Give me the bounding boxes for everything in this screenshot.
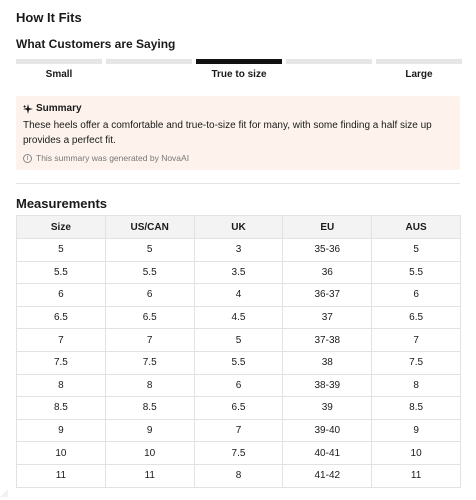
table-cell: 6.5 [105, 306, 194, 329]
fit-segment [286, 59, 372, 64]
measurements-title: Measurements [16, 196, 108, 211]
table-cell: 7 [372, 329, 461, 352]
table-cell: 37 [283, 306, 372, 329]
size-table-wrapper [16, 215, 461, 488]
table-cell: 5 [372, 239, 461, 262]
table-cell: 36-37 [283, 284, 372, 307]
fit-scale-labels [16, 69, 462, 80]
table-cell: 6.5 [17, 306, 106, 329]
table-cell: 37-38 [283, 329, 372, 352]
table-cell: 5 [194, 329, 283, 352]
size-table-body [17, 239, 461, 488]
table-cell: 7.5 [105, 351, 194, 374]
table-cell: 11 [17, 464, 106, 487]
table-cell: 8 [17, 374, 106, 397]
table-row [17, 442, 461, 465]
table-cell: 39 [283, 397, 372, 420]
column-header: AUS [372, 216, 461, 239]
table-row [17, 239, 461, 262]
table-cell: 8 [372, 374, 461, 397]
column-header: UK [194, 216, 283, 239]
table-cell: 4 [194, 284, 283, 307]
table-cell: 6 [105, 284, 194, 307]
table-cell: 9 [372, 419, 461, 442]
summary-box [16, 96, 460, 170]
table-cell: 10 [105, 442, 194, 465]
table-cell: 11 [105, 464, 194, 487]
corner-mark [0, 489, 8, 497]
table-cell: 5.5 [372, 261, 461, 284]
table-cell: 7 [17, 329, 106, 352]
table-cell: 3.5 [194, 261, 283, 284]
table-cell: 39-40 [283, 419, 372, 442]
summary-text: These heels offer a comfortable and true-to-size fit for many, with some finding a half size up provides a perfect fit. [23, 120, 432, 146]
table-cell: 8.5 [105, 397, 194, 420]
table-row [17, 397, 461, 420]
info-icon[interactable]: i [23, 154, 32, 163]
size-table [16, 215, 461, 488]
table-cell: 41-42 [283, 464, 372, 487]
table-row [17, 306, 461, 329]
table-cell: 11 [372, 464, 461, 487]
table-cell: 4.5 [194, 306, 283, 329]
table-cell: 7 [194, 419, 283, 442]
table-cell: 7.5 [372, 351, 461, 374]
column-header: EU [283, 216, 372, 239]
table-cell: 35-36 [283, 239, 372, 262]
table-cell: 8 [194, 464, 283, 487]
fit-label-large: Large [405, 69, 433, 80]
table-cell: 9 [17, 419, 106, 442]
fit-segment-active [196, 59, 282, 64]
table-row [17, 329, 461, 352]
table-cell: 7.5 [17, 351, 106, 374]
fit-label-true-to-size: True to size [211, 69, 267, 80]
table-cell: 5 [17, 239, 106, 262]
table-row [17, 374, 461, 397]
table-row [17, 284, 461, 307]
table-cell: 8 [105, 374, 194, 397]
column-header: US/CAN [105, 216, 194, 239]
table-cell: 7 [105, 329, 194, 352]
table-cell: 5.5 [17, 261, 106, 284]
page-title: How It Fits [16, 10, 82, 25]
table-cell: 3 [194, 239, 283, 262]
table-cell: 38-39 [283, 374, 372, 397]
table-cell: 8.5 [17, 397, 106, 420]
table-row [17, 261, 461, 284]
table-cell: 6 [194, 374, 283, 397]
table-row [17, 419, 461, 442]
table-cell: 40-41 [283, 442, 372, 465]
table-cell: 5.5 [194, 351, 283, 374]
summary-note [23, 153, 453, 163]
table-row [17, 351, 461, 374]
fit-segment [16, 59, 102, 64]
fit-heading: What Customers are Saying [16, 37, 176, 51]
divider [16, 183, 460, 184]
column-header: Size [17, 216, 106, 239]
table-cell: 38 [283, 351, 372, 374]
table-cell: 7.5 [194, 442, 283, 465]
table-cell: 8.5 [372, 397, 461, 420]
table-header-row [17, 216, 461, 239]
fit-label-small: Small [45, 69, 73, 80]
table-cell: 36 [283, 261, 372, 284]
table-cell: 10 [372, 442, 461, 465]
table-cell: 6 [372, 284, 461, 307]
fit-segment [376, 59, 462, 64]
table-cell: 6.5 [194, 397, 283, 420]
fit-scale-bar [16, 59, 462, 64]
table-cell: 6.5 [372, 306, 461, 329]
table-cell: 6 [17, 284, 106, 307]
table-cell: 5 [105, 239, 194, 262]
table-cell: 10 [17, 442, 106, 465]
summary-title: Summary [36, 103, 82, 114]
table-cell: 9 [105, 419, 194, 442]
summary-header [23, 103, 453, 114]
summary-note-text: This summary was generated by NovaAI [36, 153, 190, 163]
table-row [17, 464, 461, 487]
sparkle-icon [23, 104, 33, 114]
fit-segment [106, 59, 192, 64]
table-cell: 5.5 [105, 261, 194, 284]
